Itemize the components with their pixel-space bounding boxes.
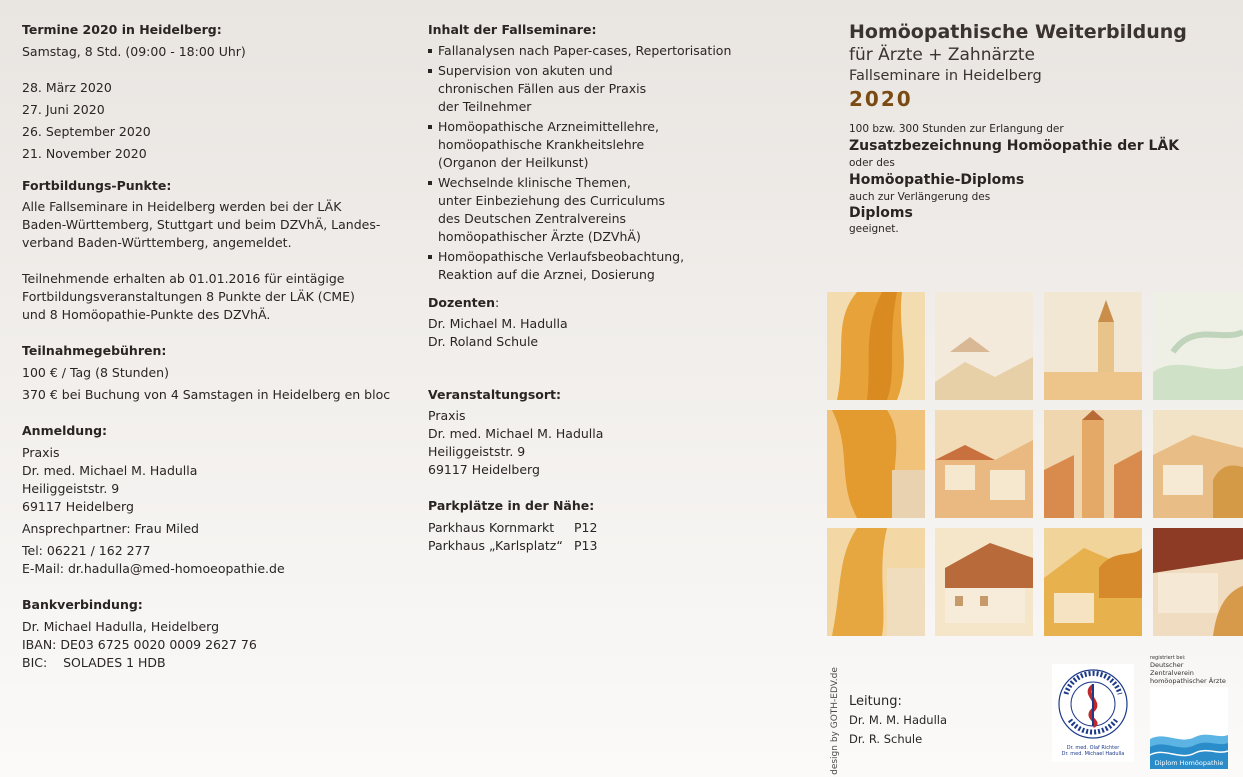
desc-bold: Homöopathie-Diploms <box>849 172 1025 188</box>
email-link[interactable]: E-Mail: dr.hadulla@med-homoeopathie.de <box>22 561 285 576</box>
painting-tile <box>827 410 925 518</box>
parken-heading: Parkplätze in der Nähe: <box>428 498 595 513</box>
middle-column <box>428 21 808 555</box>
contact-person: Ansprechpartner: Frau Miled <box>22 521 199 536</box>
painting-tile <box>827 292 925 400</box>
leitung-heading: Leitung: <box>849 694 902 709</box>
list-item <box>428 248 808 284</box>
text-line: 69117 Heidelberg <box>22 499 134 514</box>
dozent-name: Dr. Roland Schule <box>428 334 539 349</box>
painting-tile <box>935 292 1033 400</box>
desc-small: oder des <box>849 157 895 169</box>
anmeldung-heading: Anmeldung: <box>22 423 108 438</box>
text-line: des Deutschen Zentralvereins <box>438 211 627 226</box>
subtitle-2: Fallseminare in Heidelberg <box>849 68 1042 84</box>
desc-small: 100 bzw. 300 Stunden zur Erlangung der <box>849 123 1064 135</box>
parking-name: Parkhaus „Karlsplatz“ <box>428 538 563 553</box>
punkte-heading: Fortbildungs-Punkte: <box>22 178 172 193</box>
inhalt-list <box>428 42 808 284</box>
text-line: Heiliggeiststr. 9 <box>22 481 120 496</box>
text-line: Heiliggeiststr. 9 <box>428 444 526 459</box>
dozenten-label: Dozenten <box>428 295 495 310</box>
ort-lines <box>428 407 808 479</box>
text-line: (Organon der Heilkunst) <box>438 155 589 170</box>
text-line: homöopathischer Ärzte (DZVhÄ) <box>438 229 641 244</box>
termine-time: Samstag, 8 Std. (09:00 - 18:00 Uhr) <box>22 44 246 59</box>
dzv-caption: Diplom Homöopathie <box>1154 759 1224 767</box>
ort-heading: Veranstaltungsort: <box>428 387 561 402</box>
text-line: Teilnehmende erhalten ab 01.01.2016 für eintägige <box>22 271 345 286</box>
parking-row <box>428 519 808 537</box>
painting-tile <box>1153 410 1243 518</box>
painting-mosaic <box>827 292 1243 636</box>
gebuehren-lines <box>22 364 402 404</box>
text-line: Reaktion auf die Arznei, Dosierung <box>438 267 655 282</box>
seal-logo <box>1052 664 1134 762</box>
punkte-para2 <box>22 270 402 324</box>
painting-tile <box>827 528 925 636</box>
text-line: Supervision von akuten und <box>438 63 613 78</box>
left-column <box>22 21 402 672</box>
desc-bold: Diploms <box>849 205 913 221</box>
text-line: und 8 Homöopathie-Punkte des DZVhÄ. <box>22 307 271 322</box>
leitung-block <box>849 692 947 749</box>
parking-row <box>428 537 808 555</box>
dozenten-list <box>428 315 808 351</box>
dates-list <box>22 79 402 163</box>
painting-tile <box>1153 292 1243 400</box>
bank-heading: Bankverbindung: <box>22 597 143 612</box>
list-item <box>428 62 808 116</box>
text-line: Fortbildungsveranstaltungen 8 Punkte der LÄK (CME) <box>22 289 355 304</box>
right-column <box>849 20 1243 236</box>
text-line: Homöopathische Arzneimittellehre, <box>438 119 659 134</box>
dzv-name: Deutscher Zentralverein <box>1150 661 1194 677</box>
text-line: verband Baden-Württemberg, angemeldet. <box>22 235 292 250</box>
dzvha-logo <box>1150 655 1228 769</box>
leitung-name: Dr. R. Schule <box>849 732 923 746</box>
dzv-name: homöopathischer Ärzte <box>1150 677 1226 685</box>
text-line: Baden-Württemberg, Stuttgart und beim DZVhÄ, Landes- <box>22 217 381 232</box>
text-line: 100 € / Tag (8 Stunden) <box>22 365 169 380</box>
date-item: 26. September 2020 <box>22 124 151 139</box>
design-credit-text: design by GOTH-EDV.de <box>829 667 840 775</box>
design-credit <box>803 667 840 775</box>
desc-small: geeignet. <box>849 223 899 235</box>
text-line: Dr. med. Michael M. Hadulla <box>428 426 604 441</box>
painting-tile <box>1153 528 1243 636</box>
diploma-badge <box>1150 687 1228 769</box>
list-item <box>428 174 808 246</box>
main-title: Homöopathische Weiterbildung <box>849 21 1187 43</box>
year: 2020 <box>849 87 913 111</box>
text-line: 370 € bei Buchung von 4 Samstagen in Heidelberg en bloc <box>22 387 391 402</box>
dozenten-heading <box>428 294 808 312</box>
date-item: 21. November 2020 <box>22 146 147 161</box>
leitung-name: Dr. M. M. Hadulla <box>849 713 948 727</box>
gebuehren-heading: Teilnahmegebühren: <box>22 343 167 358</box>
termine-heading: Termine 2020 in Heidelberg: <box>22 22 222 37</box>
text-line: Praxis <box>22 445 60 460</box>
seal-name: Dr. med. Olaf Richter <box>1066 745 1120 751</box>
text-line: Homöopathische Verlaufsbeobachtung, <box>438 249 685 264</box>
text-line: homöopathische Krankheitslehre <box>438 137 645 152</box>
text-line: 69117 Heidelberg <box>428 462 540 477</box>
dozenten-colon: : <box>494 295 500 310</box>
dzv-registered: registriert bei: <box>1150 655 1186 661</box>
date-item: 27. Juni 2020 <box>22 102 105 117</box>
inhalt-heading: Inhalt der Fallseminare: <box>428 22 597 37</box>
text-line: Alle Fallseminare in Heidelberg werden bei der LÄK <box>22 199 342 214</box>
desc-bold: Zusatzbezeichnung Homöopathie der LÄK <box>849 138 1180 154</box>
dozent-name: Dr. Michael M. Hadulla <box>428 316 568 331</box>
bank-lines <box>22 618 402 672</box>
anmeldung-address <box>22 444 402 516</box>
desc-small: auch zur Verlängerung des <box>849 191 991 203</box>
text-line: Wechselnde klinische Themen, <box>438 175 631 190</box>
painting-tile <box>1044 410 1142 518</box>
text-line: IBAN: DE03 6725 0020 0009 2627 76 <box>22 637 257 652</box>
description <box>849 122 1243 236</box>
subtitle: für Ärzte + Zahnärzte <box>849 45 1035 65</box>
painting-tile <box>935 410 1033 518</box>
text-line: der Teilnehmer <box>438 99 532 114</box>
punkte-para1 <box>22 198 402 252</box>
list-item <box>428 118 808 172</box>
wave-icon <box>1150 687 1228 769</box>
parking-code: P12 <box>574 520 598 535</box>
list-item <box>428 42 808 60</box>
phone: Tel: 06221 / 162 277 <box>22 543 151 558</box>
text-line: chronischen Fällen aus der Praxis <box>438 81 647 96</box>
parken-list <box>428 519 808 555</box>
painting-tile <box>1044 292 1142 400</box>
painting-tile <box>1044 528 1142 636</box>
text-line: unter Einbeziehung des Curriculums <box>438 193 666 208</box>
text-line: Dr. Michael Hadulla, Heidelberg <box>22 619 220 634</box>
text-line: Dr. med. Michael M. Hadulla <box>22 463 198 478</box>
text-line: Fallanalysen nach Paper-cases, Repertorisation <box>438 43 732 58</box>
text-line: Praxis <box>428 408 466 423</box>
date-item: 28. März 2020 <box>22 80 112 95</box>
parking-code: P13 <box>574 538 598 553</box>
seal-name: Dr. med. Michael Hadulla <box>1061 751 1125 757</box>
painting-tile <box>935 528 1033 636</box>
text-line: BIC: SOLADES 1 HDB <box>22 655 166 670</box>
parking-name: Parkhaus Kornmarkt <box>428 520 555 535</box>
